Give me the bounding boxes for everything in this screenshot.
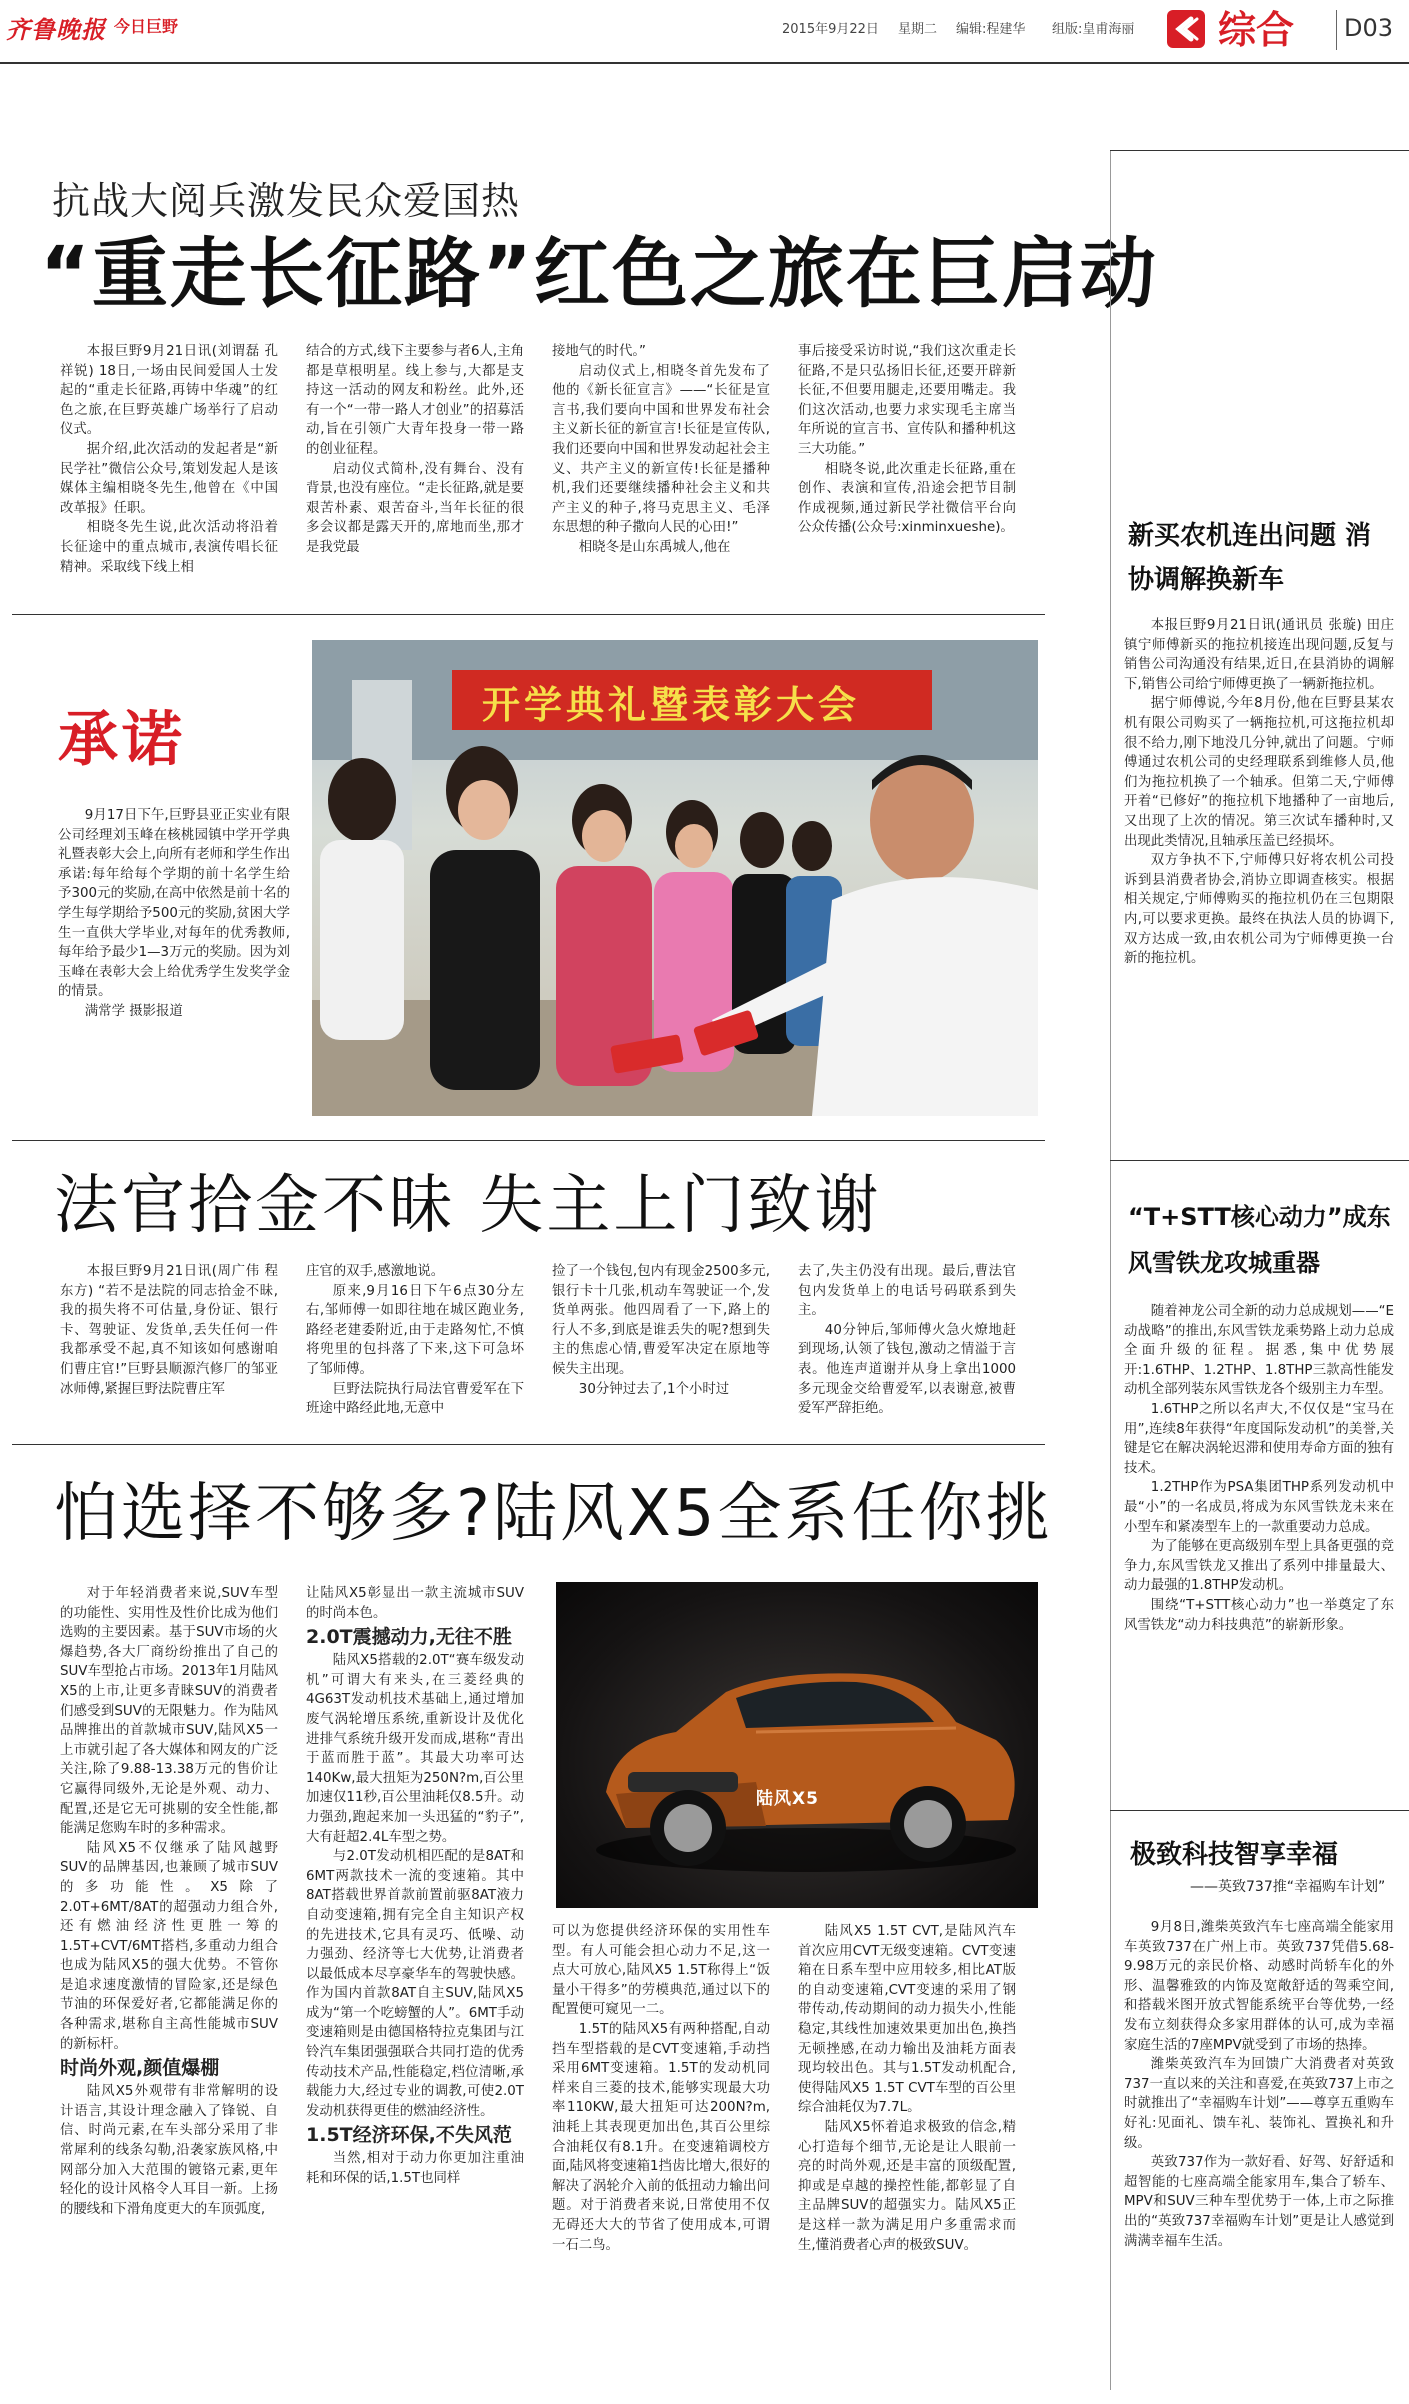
a3-col3: 捡了一个钱包,包内有现金2500多元,银行卡十几张,机动车驾驶证一个,发货单两张。他四周看了一下,路上的行人不多,到底是谁丢失的呢?想到失主的焦虑心情,曹爱军决定在原地等候失主出现。 30分钟过去了,1个小时过 [552, 1264, 770, 1397]
header-editor: 编辑:程建华 [956, 22, 1026, 37]
section-title: 综合 [1218, 8, 1295, 52]
a1-headline: “重走长征路”红色之旅在巨启动 [40, 229, 1158, 318]
s2-headline: “T+STT核心动力”成东风雪铁龙攻城重器 [1128, 1203, 1391, 1277]
a4-col3: 可以为您提供经济环保的实用性车型。有人可能会担心动力不足,这一点大可放心,陆风X5 1.5T称得上“饭量小干得多”的劳模典范,通过以下的配置便可窥见一二。 1.5T的陆风X5有两种搭配,自动挡车型搭载的是CVT变速箱,手动挡采用6MT变速箱。1.5T的发动机同样来自三菱的技术,能够实现最大功率110KW,最大扭矩可达200N?m,油耗上其表现更加出色,其百公里综合油耗仅有8.1升。在变速箱调校方面,陆风将变速箱1挡齿比增大,很好的解决了涡轮介入前的低扭动力输出问题。对于消费者来说,日常使用不仅无碍还大大的节省了使用成本,可谓一石二鸟。 [552, 1924, 770, 2253]
page-number: D03 [1344, 14, 1394, 42]
s3-body: 9月8日,潍柴英致汽车七座高端全能家用车英致737在广州上市。英致737凭借5.68-9.98万元的亲民价格、动感时尚轿车化的外形、温馨雅致的内饰及宽敞舒适的驾乘空间,和搭载米图开放式智能系统平台等优势,一经发布立刻获得众多家用群体的认可,成为幸福家庭生活的7座MPV就受到了市场的热捧。 潍柴英致汽车为回馈广大消费者对英致737一直以来的关注和喜爱,在英致737上市之时就推出了“幸福购车计划”——尊享五重购车好礼:见面礼、馈车礼、装饰礼、置换礼和升级。 英致737作为一款好看、好驾、好舒适和超智能的七座高端全能家用车,集合了轿车、MPV和SUV三种车型优势于一体,上市之际推出的“英致737幸福购车计划”更是让人感觉到满满幸福车生活。 [1124, 1920, 1394, 2249]
a1-col2: 结合的方式,线下主要参与者6人,主角都是草根明星。线上参与,大都是支持这一活动的网友和粉丝。此外,还有一个“一带一路人才创业”的招募活动,旨在引领广大青年投身一带一路的创业征程。 启动仪式简朴,没有舞台、没有背景,也没有座位。“走长征路,就是要艰苦朴素、艰苦奋斗,当年长征的很多会议都是露天开的,席地而坐,那才是我党最 [306, 344, 524, 555]
car-badge: 陆风X5 [756, 1789, 819, 1809]
a1-col3: 接地气的时代。” 启动仪式上,相晓冬首先发布了他的《新长征宣言》——“长征是宣言书,我们要向中国和世界发布社会主义新长征的新宣言!长征是宣传队,我们还要向中国和世界发动起社会主义、共产主义的新宣传!长征是播种机,我们还要继续播种社会主义和共产主义的种子,将马克思主义、毛泽东思想的种子撒向人民的心田!” 相晓冬是山东禹城人,他在 [552, 344, 770, 555]
a1-col4: 事后接受采访时说,“我们这次重走长征路,不是只弘扬旧长征,还要开辟新长征,不但要用腿走,还要用嘴走。我们这次活动,也要力求实现毛主席当年所说的宣言书、宣传队和播种机这三大功能。” 相晓冬说,此次重走长征路,重在创作、表演和宣传,沿途会把节目制作成视频,通过新民学社微信平台向公众传播(公众号:xinminxueshe)。 [798, 344, 1016, 536]
award-ceremony-photo [312, 640, 1038, 1116]
s3-headline: 极致科技智享幸福 [1130, 1840, 1339, 1870]
section-icon [1167, 10, 1205, 48]
s1-headline: 新买农机连出问题 消协调解换新车 [1128, 521, 1372, 595]
a1-col1: 本报巨野9月21日讯(刘谓磊 孔祥锐) 18日,一场由民间爱国人士发起的“重走长征路,再铸中华魂”的红色之旅,在巨野英雄广场举行了启动仪式。 据介绍,此次活动的发起者是“新民学社”微信公众号,策划发起人是该媒体主编相晓冬先生,他曾在《中国改革报》任职。 相晓冬先生说,此次活动将沿着长征途中的重点城市,表演传唱长征精神。采取线下线上相 [60, 344, 278, 575]
paper-name: 齐鲁晚报 [6, 15, 106, 44]
header-date: 2015年9月22日 [782, 22, 879, 37]
a2-headline: 承诺 [58, 705, 186, 775]
header-weekday: 星期二 [898, 22, 938, 37]
a3-headline: 法官拾金不昧 失主上门致谢 [54, 1169, 882, 1243]
s3-subhead: ——英致737推“幸福购车计划” [1190, 1879, 1386, 1895]
a2-body: 9月17日下午,巨野县亚正实业有限公司经理刘玉峰在核桃园镇中学开学典礼暨表彰大会上,向所有老师和学生作出承诺:每年给每个学期的前十名学生给予300元的奖励,在高中依然是前十名的学生每学期给予500元的奖励,贫困大学生一直供大学毕业,对每年的优秀教师,每年给予最少1—3万元的奖励。因为刘玉峰在表彰大会上给优秀学生发奖学金的情景。 满常学 摄影报道 [58, 808, 290, 1019]
a4-col4: 陆风X5 1.5T CVT,是陆风汽车首次应用CVT无级变速箱。CVT变速箱在日系车型中应用较多,相比AT版的自动变速箱,CVT变速的采用了钢带传动,传动期间的动力损失小,性能稳定,其线性加速效果更加出色,换挡无顿挫感,在动力输出及油耗方面表现均较出色。其与1.5T发动机配合,使得陆风X5 1.5T CVT车型的百公里综合油耗仅为7.7L。 陆风X5怀着追求极致的信念,精心打造每个细节,无论是让人眼前一亮的时尚外观,还是丰富的顶级配置,抑或是卓越的操控性能,都彰显了自主品牌SUV的超强实力。陆风X5正是这样一款为满足用户多重需求而生,懂消费者心声的极致SUV。 [798, 1924, 1016, 2253]
a1-kicker: 抗战大阅兵激发民众爱国热 [52, 179, 521, 223]
a4-col1: 对于年轻消费者来说,SUV车型的功能性、实用性及性价比成为他们选购的主要因素。基于SUV市场的火爆趋势,各大厂商纷纷推出了自己的SUV车型抢占市场。2013年1月陆风X5的上市,让更多青睐SUV的消费者们感受到SUV的无限魅力。作为陆风品牌推出的首款城市SUV,陆风X5一上市就引起了各大媒体和网友的广泛关注,除了9.88-13.38万元的售价让它赢得同级外,无论是外观、动力、配置,还是它无可挑剔的安全性能,都能满足您购车时的多种需求。 陆风X5不仅继承了陆风越野SUV的品牌基因,也兼顾了城市SUV的多功能性。X5除了2.0T+6MT/8AT的超强动力组合外,还有燃油经济性更胜一筹的1.5T+CVT/6MT搭档,多重动力组合也成为陆风X5的强大优势。不管你是追求速度激情的冒险家,还是绿色节油的环保爱好者,它都能满足你的各种需求,堪称自主高性能城市SUV的新标杆。 时尚外观,颜值爆棚 陆风X5外观带有非常解明的设计语言,其设计理念融入了锋锐、自信、时尚元素,在车头部分采用了非常犀利的线条勾勒,沿袭家族风格,中网部分加入大范围的镀铬元素,更年轻化的设计风格令人耳目一新。上扬的腰线和下滑角度更大的车顶弧度, [60, 1586, 278, 2217]
a3-col2: 庄官的双手,感激地说。 原来,9月16日下午6点30分左右,邹师傅一如即往地在城区跑业务,路经老建委附近,由于走路匆忙,不慎将兜里的包抖落了下来,这下可急坏了邹师傅。 巨野法院执行局法官曹爱军在下班途中路经此地,无意中 [306, 1264, 524, 1417]
a4-headline: 怕选择不够多?陆风X5全系任你挑 [54, 1477, 1053, 1551]
header-layout-editor: 组版:皇甫海丽 [1052, 22, 1135, 37]
car-photo [556, 1582, 1038, 1908]
s1-body: 本报巨野9月21日讯(通讯员 张璇) 田庄镇宁师傅新买的拖拉机接连出现问题,反复与销售公司沟通没有结果,近日,在县消协的调解下,销售公司给宁师傅更换了一辆新拖拉机。 据宁师傅说,今年8月份,他在巨野县某农机有限公司购买了一辆拖拉机,可这拖拉机却很不给力,刚下地没几分钟,就出了问题。宁师傅通过农机公司的史经理联系到维修人员,他们为拖拉机换了一个轴承。但第二天,宁师傅开着“已修好”的拖拉机下地播种了一亩地后,又出现了上次的情况。第三次试车播种时,又出现此类情况,且轴承压盖已经损坏。 双方争执不下,宁师傅只好将农机公司投诉到县消费者协会,消协立即调查核实。根据相关规定,宁师傅购买的拖拉机仍在三包期限内,可以要求更换。最终在执法人员的协调下,双方达成一致,由农机公司为宁师傅更换一台新的拖拉机。 [1124, 618, 1394, 967]
a4-subhead-2: 时尚外观,颜值爆棚 [60, 2057, 220, 2080]
a3-col1: 本报巨野9月21日讯(周广伟 程东方) “若不是法院的同志拾金不昧,我的损失将不可估量,身份证、银行卡、驾驶证、发货单,丢失任何一件我都承受不起,真不知该如何感谢咱们曹庄官!”巨野县顺源汽修厂的邹亚冰师傅,紧握巨野法院曹庄军 [60, 1264, 278, 1397]
a3-col4: 去了,失主仍没有出现。最后,曹法官包内发货单上的电话号码联系到失主。 40分钟后,邹师傅火急火燎地赶到现场,认领了钱包,激动之情溢于言表。他连声道谢并从身上拿出1000多元现金交给曹爱军,以表谢意,被曹爱军严辞拒绝。 [798, 1264, 1016, 1417]
a4-subhead-1: 2.0T震撼动力,无往不胜 [306, 1626, 512, 1649]
edition-label: 今日巨野 [114, 17, 179, 36]
a4-subhead-3: 1.5T经济环保,不失风范 [306, 2124, 512, 2147]
s2-body: 随着神龙公司全新的动力总成规划——“E动战略”的推出,东风雪铁龙乘势路上动力总成全面升级的征程。据悉,集中优势展开:1.6THP、1.2THP、1.8THP三款高性能发动机全部列装东风雪铁龙各个级别主力车型。 1.6THP之所以名声大,不仅仅是“宝马在用”,连续8年获得“年度国际发动机”的美誉,关键是它在解决涡轮迟滞和使用寿命方面的独有技术。 1.2THP作为PSA集团THP系列发动机中最“小”的一名成员,将成为东风雪铁龙未来在小型车和紧凑型车上的一款重要动力总成。 为了能够在更高级别车型上具备更强的竞争力,东风雪铁龙又推出了系列中排量最大、动力最强的1.8THP发动机。 围绕“T+STT核心动力”也一举奠定了东风雪铁龙“动力科技典范”的崭新形象。 [1124, 1304, 1394, 1633]
photo-banner-text: 开学典礼暨表彰大会 [482, 683, 861, 727]
a4-col2: 让陆风X5彰显出一款主流城市SUV的时尚本色。 2.0T震撼动力,无往不胜 陆风X5搭载的2.0T“赛车级发动机”可谓大有来头,在三菱经典的4G63T发动机技术基础上,通过增加废气涡轮增压系统,重新设计及优化进排气系统升级开发而成,堪称“青出于蓝而胜于蓝”。其最大功率可达140Kw,最大扭矩为250N?m,百公里加速仅11秒,百公里油耗仅8.5升。动力强劲,跑起来加一头迅猛的“豹子”,大有赶超2.4L车型之势。 与2.0T发动机相匹配的是8AT和6MT两款技术一流的变速箱。其中8AT搭载世界首款前置前驱8AT液力自动变速箱,拥有完全自主知识产权的先进技术,它具有灵巧、低噪、动力强劲、经济等七大优势,让消费者以最低成本尽享豪华车的驾驶快感。作为国内首款8AT自主SUV,陆风X5成为“第一个吃螃蟹的人”。6MT手动变速箱则是由德国格特拉克集团与江铃汽车集团强强联合共同打造的优秀传动技术产品,性能稳定,档位清晰,承载能力大,经过专业的调教,可使2.0T发动机获得更佳的燃油经济性。 1.5T经济环保,不失风范 当然,相对于动力你更加注重油耗和环保的话,1.5T也同样 [306, 1586, 524, 2187]
